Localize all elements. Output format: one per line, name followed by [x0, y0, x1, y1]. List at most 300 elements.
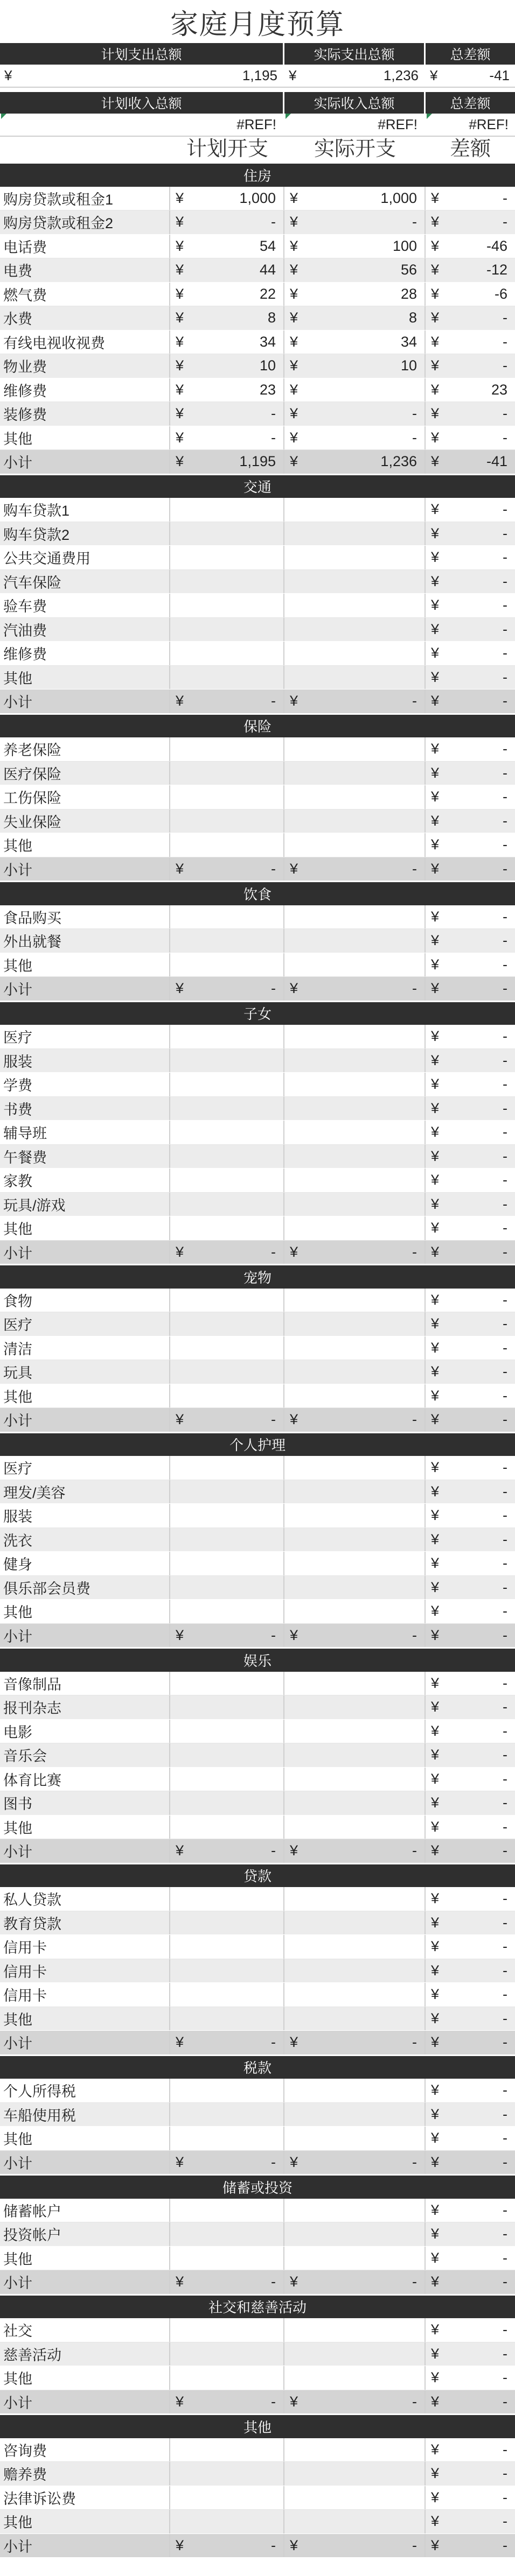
planned-cell[interactable] [170, 330, 284, 354]
diff-cell[interactable] [426, 1743, 515, 1767]
row-label[interactable]: 小计 [0, 857, 170, 881]
diff-cell[interactable] [426, 1983, 515, 2007]
diff-cell[interactable] [426, 762, 515, 785]
row-label[interactable]: 洗衣 [0, 1528, 170, 1552]
actual-cell[interactable] [284, 2199, 426, 2222]
actual-cell[interactable] [284, 1336, 426, 1360]
planned-cell[interactable] [170, 737, 284, 761]
actual-cell[interactable] [284, 833, 426, 857]
planned-cell[interactable] [170, 1624, 284, 1648]
row-label[interactable]: 失业保险 [0, 810, 170, 833]
diff-cell[interactable] [426, 1408, 515, 1432]
actual-cell[interactable] [284, 1887, 426, 1911]
diff-cell[interactable] [426, 810, 515, 833]
row-label[interactable]: 小计 [0, 450, 170, 474]
planned-cell[interactable] [170, 210, 284, 234]
diff-cell[interactable] [426, 618, 515, 642]
actual-cell[interactable] [284, 1743, 426, 1767]
row-label[interactable]: 储蓄帐户 [0, 2199, 170, 2222]
actual-cell[interactable] [284, 1791, 426, 1815]
actual-cell[interactable] [284, 2366, 426, 2390]
diff-cell[interactable] [426, 1815, 515, 1839]
actual-cell[interactable] [284, 2079, 426, 2102]
planned-cell[interactable] [170, 2199, 284, 2222]
row-label[interactable]: 其他 [0, 666, 170, 689]
actual-cell[interactable] [284, 258, 426, 282]
diff-cell[interactable] [426, 1456, 515, 1480]
diff-cell[interactable] [426, 2222, 515, 2246]
row-label[interactable]: 医疗保险 [0, 762, 170, 785]
planned-cell[interactable] [170, 2270, 284, 2294]
actual-cell[interactable] [284, 1695, 426, 1719]
row-label[interactable]: 俱乐部会员费 [0, 1576, 170, 1600]
diff-cell[interactable] [426, 1312, 515, 1336]
diff-cell[interactable] [426, 1025, 515, 1048]
planned-cell[interactable] [170, 2031, 284, 2054]
actual-cell[interactable] [284, 737, 426, 761]
row-label[interactable]: 赡养费 [0, 2462, 170, 2486]
planned-cell[interactable] [170, 426, 284, 450]
row-label[interactable]: 养老保险 [0, 737, 170, 761]
diff-cell[interactable] [426, 1121, 515, 1144]
diff-cell[interactable] [426, 929, 515, 953]
planned-cell[interactable] [170, 1695, 284, 1719]
planned-cell[interactable] [170, 258, 284, 282]
planned-cell[interactable] [170, 594, 284, 617]
diff-cell[interactable] [426, 1576, 515, 1600]
row-label[interactable]: 装修费 [0, 402, 170, 426]
actual-cell[interactable] [284, 857, 426, 881]
diff-cell[interactable] [426, 1935, 515, 1959]
row-label[interactable]: 信用卡 [0, 1935, 170, 1959]
row-label[interactable]: 购车贷款2 [0, 522, 170, 546]
actual-cell[interactable] [284, 594, 426, 617]
actual-cell[interactable] [284, 1073, 426, 1096]
diff-cell[interactable] [426, 1360, 515, 1384]
actual-cell[interactable] [284, 1456, 426, 1480]
planned-cell[interactable] [170, 187, 284, 210]
diff-cell[interactable] [426, 594, 515, 617]
row-label[interactable]: 其他 [0, 426, 170, 450]
diff-cell[interactable] [426, 330, 515, 354]
row-label[interactable]: 燃气费 [0, 283, 170, 306]
actual-cell[interactable] [284, 2247, 426, 2270]
actual-cell[interactable] [284, 1312, 426, 1336]
row-label[interactable]: 有线电视收视费 [0, 330, 170, 354]
row-label[interactable]: 其他 [0, 2510, 170, 2533]
diff-cell[interactable] [426, 1624, 515, 1648]
row-label[interactable]: 小计 [0, 2151, 170, 2174]
row-label[interactable]: 投资帐户 [0, 2222, 170, 2246]
actual-cell[interactable] [284, 905, 426, 929]
planned-cell[interactable] [170, 666, 284, 689]
actual-cell[interactable] [284, 1480, 426, 1504]
diff-cell[interactable] [426, 1145, 515, 1169]
planned-cell[interactable] [170, 2318, 284, 2342]
planned-cell[interactable] [170, 570, 284, 594]
diff-cell[interactable] [426, 306, 515, 330]
planned-expense-cell[interactable] [0, 65, 284, 87]
planned-cell[interactable] [170, 2510, 284, 2533]
actual-cell[interactable] [284, 1216, 426, 1240]
actual-cell[interactable] [284, 1289, 426, 1312]
diff-cell[interactable] [426, 1528, 515, 1552]
actual-cell[interactable] [284, 2510, 426, 2533]
actual-cell[interactable] [284, 785, 426, 809]
row-label[interactable]: 小计 [0, 2031, 170, 2054]
planned-cell[interactable] [170, 498, 284, 522]
planned-cell[interactable] [170, 2342, 284, 2366]
actual-cell[interactable] [284, 1935, 426, 1959]
diff-cell[interactable] [426, 2318, 515, 2342]
row-label[interactable]: 私人贷款 [0, 1887, 170, 1911]
diff-cell[interactable] [426, 2486, 515, 2510]
actual-cell[interactable] [284, 2031, 426, 2054]
row-label[interactable]: 玩具/游戏 [0, 1193, 170, 1216]
diff-cell[interactable] [426, 1887, 515, 1911]
actual-cell[interactable] [284, 762, 426, 785]
diff-cell[interactable] [426, 2270, 515, 2294]
actual-cell[interactable] [284, 689, 426, 713]
actual-cell[interactable] [284, 2127, 426, 2150]
diff-cell[interactable] [426, 689, 515, 713]
diff-cell[interactable] [426, 2462, 515, 2486]
diff-cell[interactable] [426, 1193, 515, 1216]
row-label[interactable]: 车船使用税 [0, 2103, 170, 2127]
actual-cell[interactable] [284, 235, 426, 258]
planned-cell[interactable] [170, 522, 284, 546]
actual-cell[interactable] [284, 1025, 426, 1048]
planned-cell[interactable] [170, 929, 284, 953]
diff-cell[interactable] [426, 1504, 515, 1528]
row-label[interactable]: 学费 [0, 1073, 170, 1096]
diff-cell[interactable] [426, 498, 515, 522]
planned-cell[interactable] [170, 2462, 284, 2486]
row-label[interactable]: 报刊杂志 [0, 1695, 170, 1719]
row-label[interactable]: 购房贷款或租金1 [0, 187, 170, 210]
row-label[interactable]: 图书 [0, 1791, 170, 1815]
diff-cell[interactable] [426, 283, 515, 306]
row-label[interactable]: 其他 [0, 1216, 170, 1240]
row-label[interactable]: 小计 [0, 2390, 170, 2414]
diff-cell[interactable] [426, 785, 515, 809]
actual-cell[interactable] [284, 2318, 426, 2342]
diff-cell[interactable] [426, 402, 515, 426]
row-label[interactable]: 咨询费 [0, 2438, 170, 2462]
actual-cell[interactable] [284, 2438, 426, 2462]
row-label[interactable]: 外出就餐 [0, 929, 170, 953]
planned-cell[interactable] [170, 953, 284, 977]
row-label[interactable]: 购房贷款或租金2 [0, 210, 170, 234]
diff-cell[interactable] [426, 1839, 515, 1863]
row-label[interactable]: 汽车保险 [0, 570, 170, 594]
row-label[interactable]: 健身 [0, 1552, 170, 1575]
row-label[interactable]: 其他 [0, 2007, 170, 2031]
actual-cell[interactable] [284, 1360, 426, 1384]
actual-cell[interactable] [284, 2222, 426, 2246]
diff-cell[interactable] [426, 857, 515, 881]
diff-cell[interactable] [426, 354, 515, 378]
planned-cell[interactable] [170, 283, 284, 306]
row-label[interactable]: 法律诉讼费 [0, 2486, 170, 2510]
actual-cell[interactable] [284, 1528, 426, 1552]
diff-cell[interactable] [426, 642, 515, 665]
row-label[interactable]: 社交 [0, 2318, 170, 2342]
actual-cell[interactable] [284, 1983, 426, 2007]
actual-cell[interactable] [284, 1121, 426, 1144]
planned-cell[interactable] [170, 2103, 284, 2127]
row-label[interactable]: 书费 [0, 1097, 170, 1121]
row-label[interactable]: 小计 [0, 2270, 170, 2294]
actual-income-cell[interactable] [284, 114, 426, 136]
row-label[interactable]: 公共交通费用 [0, 546, 170, 569]
row-label[interactable]: 其他 [0, 1815, 170, 1839]
row-label[interactable]: 小计 [0, 1624, 170, 1648]
row-label[interactable]: 电影 [0, 1720, 170, 1743]
planned-cell[interactable] [170, 1815, 284, 1839]
row-label[interactable]: 汽油费 [0, 618, 170, 642]
diff-cell[interactable] [426, 2510, 515, 2533]
actual-cell[interactable] [284, 1768, 426, 1791]
diff-cell[interactable] [426, 1480, 515, 1504]
planned-cell[interactable] [170, 1552, 284, 1575]
planned-cell[interactable] [170, 1743, 284, 1767]
planned-cell[interactable] [170, 977, 284, 1001]
actual-cell[interactable] [284, 354, 426, 378]
diff-cell[interactable] [426, 1720, 515, 1743]
diff-cell[interactable] [426, 666, 515, 689]
row-label[interactable]: 音像制品 [0, 1672, 170, 1695]
planned-cell[interactable] [170, 1145, 284, 1169]
planned-cell[interactable] [170, 905, 284, 929]
planned-cell[interactable] [170, 2366, 284, 2390]
diff-cell[interactable] [426, 450, 515, 474]
planned-cell[interactable] [170, 2079, 284, 2102]
planned-cell[interactable] [170, 1456, 284, 1480]
actual-cell[interactable] [284, 1145, 426, 1169]
planned-cell[interactable] [170, 2007, 284, 2031]
actual-cell[interactable] [284, 402, 426, 426]
actual-cell[interactable] [284, 977, 426, 1001]
diff-cell[interactable] [426, 2007, 515, 2031]
actual-cell[interactable] [284, 1241, 426, 1264]
actual-cell[interactable] [284, 2486, 426, 2510]
actual-cell[interactable] [284, 1049, 426, 1073]
actual-cell[interactable] [284, 426, 426, 450]
planned-cell[interactable] [170, 1289, 284, 1312]
row-label[interactable]: 小计 [0, 1839, 170, 1863]
diff-cell[interactable] [426, 905, 515, 929]
row-label[interactable]: 其他 [0, 2127, 170, 2150]
diff-cell[interactable] [426, 1169, 515, 1192]
row-label[interactable]: 清洁 [0, 1336, 170, 1360]
planned-cell[interactable] [170, 1791, 284, 1815]
planned-cell[interactable] [170, 1768, 284, 1791]
planned-cell[interactable] [170, 1073, 284, 1096]
diff-cell[interactable] [426, 2247, 515, 2270]
planned-cell[interactable] [170, 1720, 284, 1743]
row-label[interactable]: 电费 [0, 258, 170, 282]
row-label[interactable]: 理发/美容 [0, 1480, 170, 1504]
diff-cell[interactable] [426, 2438, 515, 2462]
actual-cell[interactable] [284, 1384, 426, 1408]
actual-cell[interactable] [284, 498, 426, 522]
actual-cell[interactable] [284, 330, 426, 354]
planned-cell[interactable] [170, 402, 284, 426]
row-label[interactable]: 食物 [0, 1289, 170, 1312]
row-label[interactable]: 信用卡 [0, 1959, 170, 1983]
diff-cell[interactable] [426, 546, 515, 569]
row-label[interactable]: 物业费 [0, 354, 170, 378]
row-label[interactable]: 个人所得税 [0, 2079, 170, 2102]
planned-cell[interactable] [170, 546, 284, 569]
row-label[interactable]: 信用卡 [0, 1983, 170, 2007]
planned-cell[interactable] [170, 1193, 284, 1216]
diff-cell[interactable] [426, 1672, 515, 1695]
diff-cell[interactable] [426, 1241, 515, 1264]
actual-cell[interactable] [284, 2103, 426, 2127]
row-label[interactable]: 食品购买 [0, 905, 170, 929]
planned-cell[interactable] [170, 1600, 284, 1623]
diff-cell[interactable] [426, 737, 515, 761]
planned-cell[interactable] [170, 2438, 284, 2462]
planned-cell[interactable] [170, 2486, 284, 2510]
row-label[interactable]: 其他 [0, 2366, 170, 2390]
row-label[interactable]: 医疗 [0, 1025, 170, 1048]
row-label[interactable]: 玩具 [0, 1360, 170, 1384]
planned-cell[interactable] [170, 1576, 284, 1600]
planned-cell[interactable] [170, 2127, 284, 2150]
actual-cell[interactable] [284, 642, 426, 665]
planned-cell[interactable] [170, 2222, 284, 2246]
planned-cell[interactable] [170, 833, 284, 857]
diff-cell[interactable] [426, 2390, 515, 2414]
row-label[interactable]: 教育贷款 [0, 1911, 170, 1935]
diff-cell[interactable] [426, 1959, 515, 1983]
diff-cell[interactable] [426, 1216, 515, 1240]
actual-cell[interactable] [284, 522, 426, 546]
planned-cell[interactable] [170, 857, 284, 881]
diff-cell[interactable] [426, 833, 515, 857]
row-label[interactable]: 维修费 [0, 642, 170, 665]
actual-cell[interactable] [284, 2151, 426, 2174]
diff-cell[interactable] [426, 1695, 515, 1719]
diff-cell[interactable] [426, 1289, 515, 1312]
planned-cell[interactable] [170, 810, 284, 833]
actual-cell[interactable] [284, 1552, 426, 1575]
planned-cell[interactable] [170, 785, 284, 809]
planned-cell[interactable] [170, 1959, 284, 1983]
planned-cell[interactable] [170, 689, 284, 713]
planned-cell[interactable] [170, 618, 284, 642]
actual-cell[interactable] [284, 1839, 426, 1863]
planned-cell[interactable] [170, 2247, 284, 2270]
planned-cell[interactable] [170, 1408, 284, 1432]
row-label[interactable]: 慈善活动 [0, 2342, 170, 2366]
actual-cell[interactable] [284, 1169, 426, 1192]
row-label[interactable]: 小计 [0, 1241, 170, 1264]
row-label[interactable]: 验车费 [0, 594, 170, 617]
planned-cell[interactable] [170, 2151, 284, 2174]
actual-cell[interactable] [284, 210, 426, 234]
diff-cell[interactable] [426, 210, 515, 234]
actual-cell[interactable] [284, 378, 426, 402]
planned-cell[interactable] [170, 1983, 284, 2007]
diff-cell[interactable] [426, 258, 515, 282]
actual-cell[interactable] [284, 450, 426, 474]
planned-cell[interactable] [170, 450, 284, 474]
diff-cell[interactable] [426, 522, 515, 546]
planned-cell[interactable] [170, 1097, 284, 1121]
actual-cell[interactable] [284, 306, 426, 330]
planned-cell[interactable] [170, 378, 284, 402]
row-label[interactable]: 小计 [0, 1408, 170, 1432]
diff-cell[interactable] [426, 2199, 515, 2222]
diff-cell[interactable] [426, 1911, 515, 1935]
row-label[interactable]: 工伤保险 [0, 785, 170, 809]
diff-cell[interactable] [426, 2366, 515, 2390]
actual-cell[interactable] [284, 187, 426, 210]
planned-cell[interactable] [170, 1360, 284, 1384]
row-label[interactable]: 购车贷款1 [0, 498, 170, 522]
actual-expense-cell[interactable] [284, 65, 426, 87]
planned-cell[interactable] [170, 1216, 284, 1240]
planned-income-cell[interactable] [0, 114, 284, 136]
planned-cell[interactable] [170, 642, 284, 665]
planned-cell[interactable] [170, 1169, 284, 1192]
row-label[interactable]: 医疗 [0, 1312, 170, 1336]
actual-cell[interactable] [284, 953, 426, 977]
planned-cell[interactable] [170, 1049, 284, 1073]
actual-cell[interactable] [284, 2534, 426, 2558]
row-label[interactable]: 其他 [0, 1384, 170, 1408]
planned-cell[interactable] [170, 1528, 284, 1552]
row-label[interactable]: 其他 [0, 2247, 170, 2270]
row-label[interactable]: 体育比赛 [0, 1768, 170, 1791]
planned-cell[interactable] [170, 1241, 284, 1264]
diff-cell[interactable] [426, 1336, 515, 1360]
planned-cell[interactable] [170, 306, 284, 330]
diff-cell[interactable] [426, 977, 515, 1001]
actual-cell[interactable] [284, 1504, 426, 1528]
actual-cell[interactable] [284, 1720, 426, 1743]
actual-cell[interactable] [284, 1815, 426, 1839]
planned-cell[interactable] [170, 235, 284, 258]
actual-cell[interactable] [284, 1097, 426, 1121]
diff-cell[interactable] [426, 570, 515, 594]
row-label[interactable]: 电话费 [0, 235, 170, 258]
planned-cell[interactable] [170, 2390, 284, 2414]
diff-cell[interactable] [426, 1097, 515, 1121]
actual-cell[interactable] [284, 1408, 426, 1432]
actual-cell[interactable] [284, 570, 426, 594]
row-label[interactable]: 音乐会 [0, 1743, 170, 1767]
planned-cell[interactable] [170, 762, 284, 785]
diff-cell[interactable] [426, 1791, 515, 1815]
planned-cell[interactable] [170, 1336, 284, 1360]
diff-cell[interactable] [426, 1600, 515, 1623]
planned-cell[interactable] [170, 1672, 284, 1695]
actual-cell[interactable] [284, 1911, 426, 1935]
actual-cell[interactable] [284, 618, 426, 642]
diff-cell[interactable] [426, 2342, 515, 2366]
row-label[interactable]: 服装 [0, 1049, 170, 1073]
row-label[interactable]: 辅导班 [0, 1121, 170, 1144]
actual-cell[interactable] [284, 810, 426, 833]
planned-cell[interactable] [170, 1911, 284, 1935]
diff-cell[interactable] [426, 2151, 515, 2174]
planned-cell[interactable] [170, 1839, 284, 1863]
